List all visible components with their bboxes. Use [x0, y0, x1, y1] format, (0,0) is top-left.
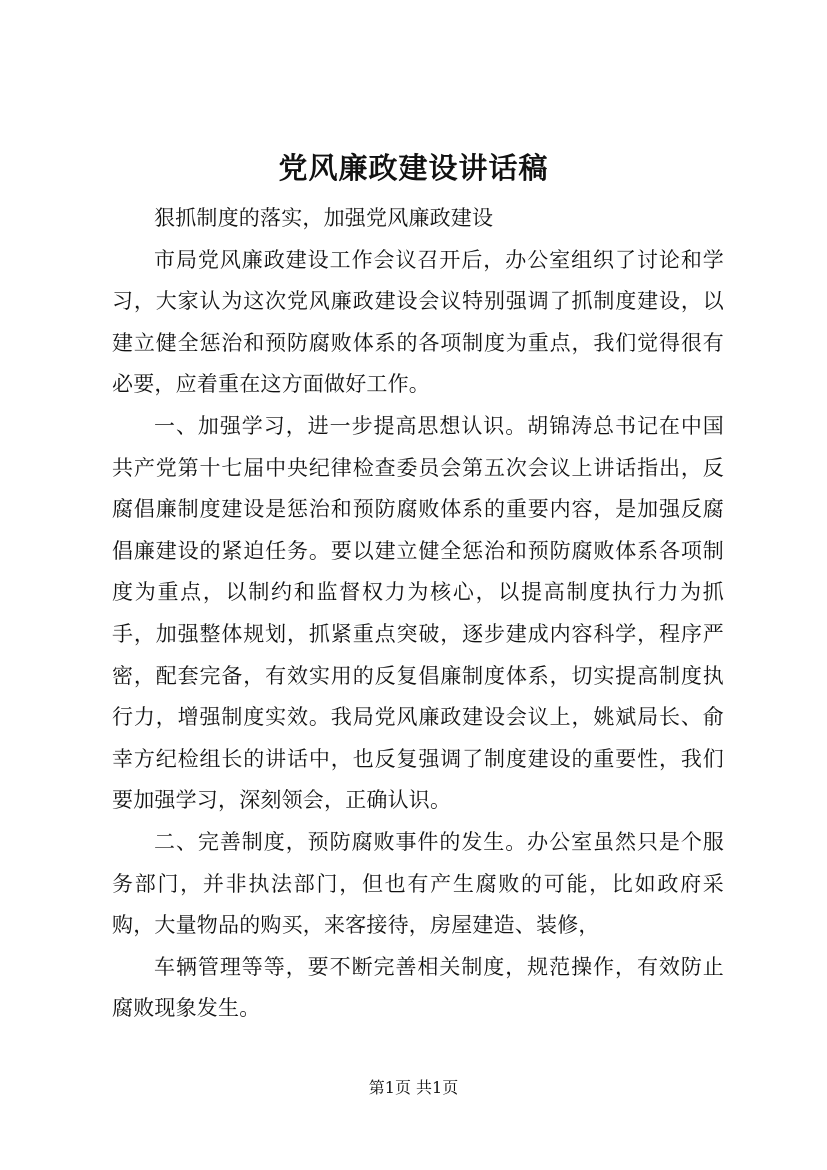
document-title: 党风廉政建设讲话稿: [278, 151, 549, 185]
paragraph-subtitle: 狠抓制度的落实，加强党风廉政建设: [154, 206, 494, 230]
page-number-footer: 第1页 共1页: [368, 1078, 459, 1097]
paragraph-section-two: 二、完善制度，预防腐败事件的发生。办公室虽然只是个服务部门，并非执法部门，但也有产生腐败的可能，比如政府采购，大量物品的购买，来客接待，房屋建造、装修，: [112, 829, 724, 938]
paragraph-section-one: 一、加强学习，进一步提高思想认识。胡锦涛总书记在中国共产党第十七届中央纪律检查委员会第五次会议上讲话指出，反腐倡廉制度建设是惩治和预防腐败体系的重要内容，是加强反腐倡廉建设的紧迫任务。要以建立健全惩治和预防腐败体系各项制度为重点，以制约和监督权力为核心，以提高制度执行力为抓手，加强整体规划，抓紧重点突破，逐步建成内容科学，程序严密，配套完备，有效实用的反复倡廉制度体系，切实提高制度执行力，增强制度实效。我局党风廉政建设会议上，姚斌局长、俞幸方纪检组长的讲话中，也反复强调了制度建设的重要性，我们要加强学习，深刻领会，正确认识。: [112, 413, 724, 813]
document-body: [112, 198, 724, 1030]
paragraph-section-two-continued: 车辆管理等等，要不断完善相关制度，规范操作，有效防止腐败现象发生。: [112, 954, 724, 1021]
paragraph-intro: 市局党风廉政建设工作会议召开后，办公室组织了讨论和学习，大家认为这次党风廉政建设会议特别强调了抓制度建设，以建立健全惩治和预防腐败体系的各项制度为重点，我们觉得很有必要，应着重在这方面做好工作。: [112, 247, 724, 397]
